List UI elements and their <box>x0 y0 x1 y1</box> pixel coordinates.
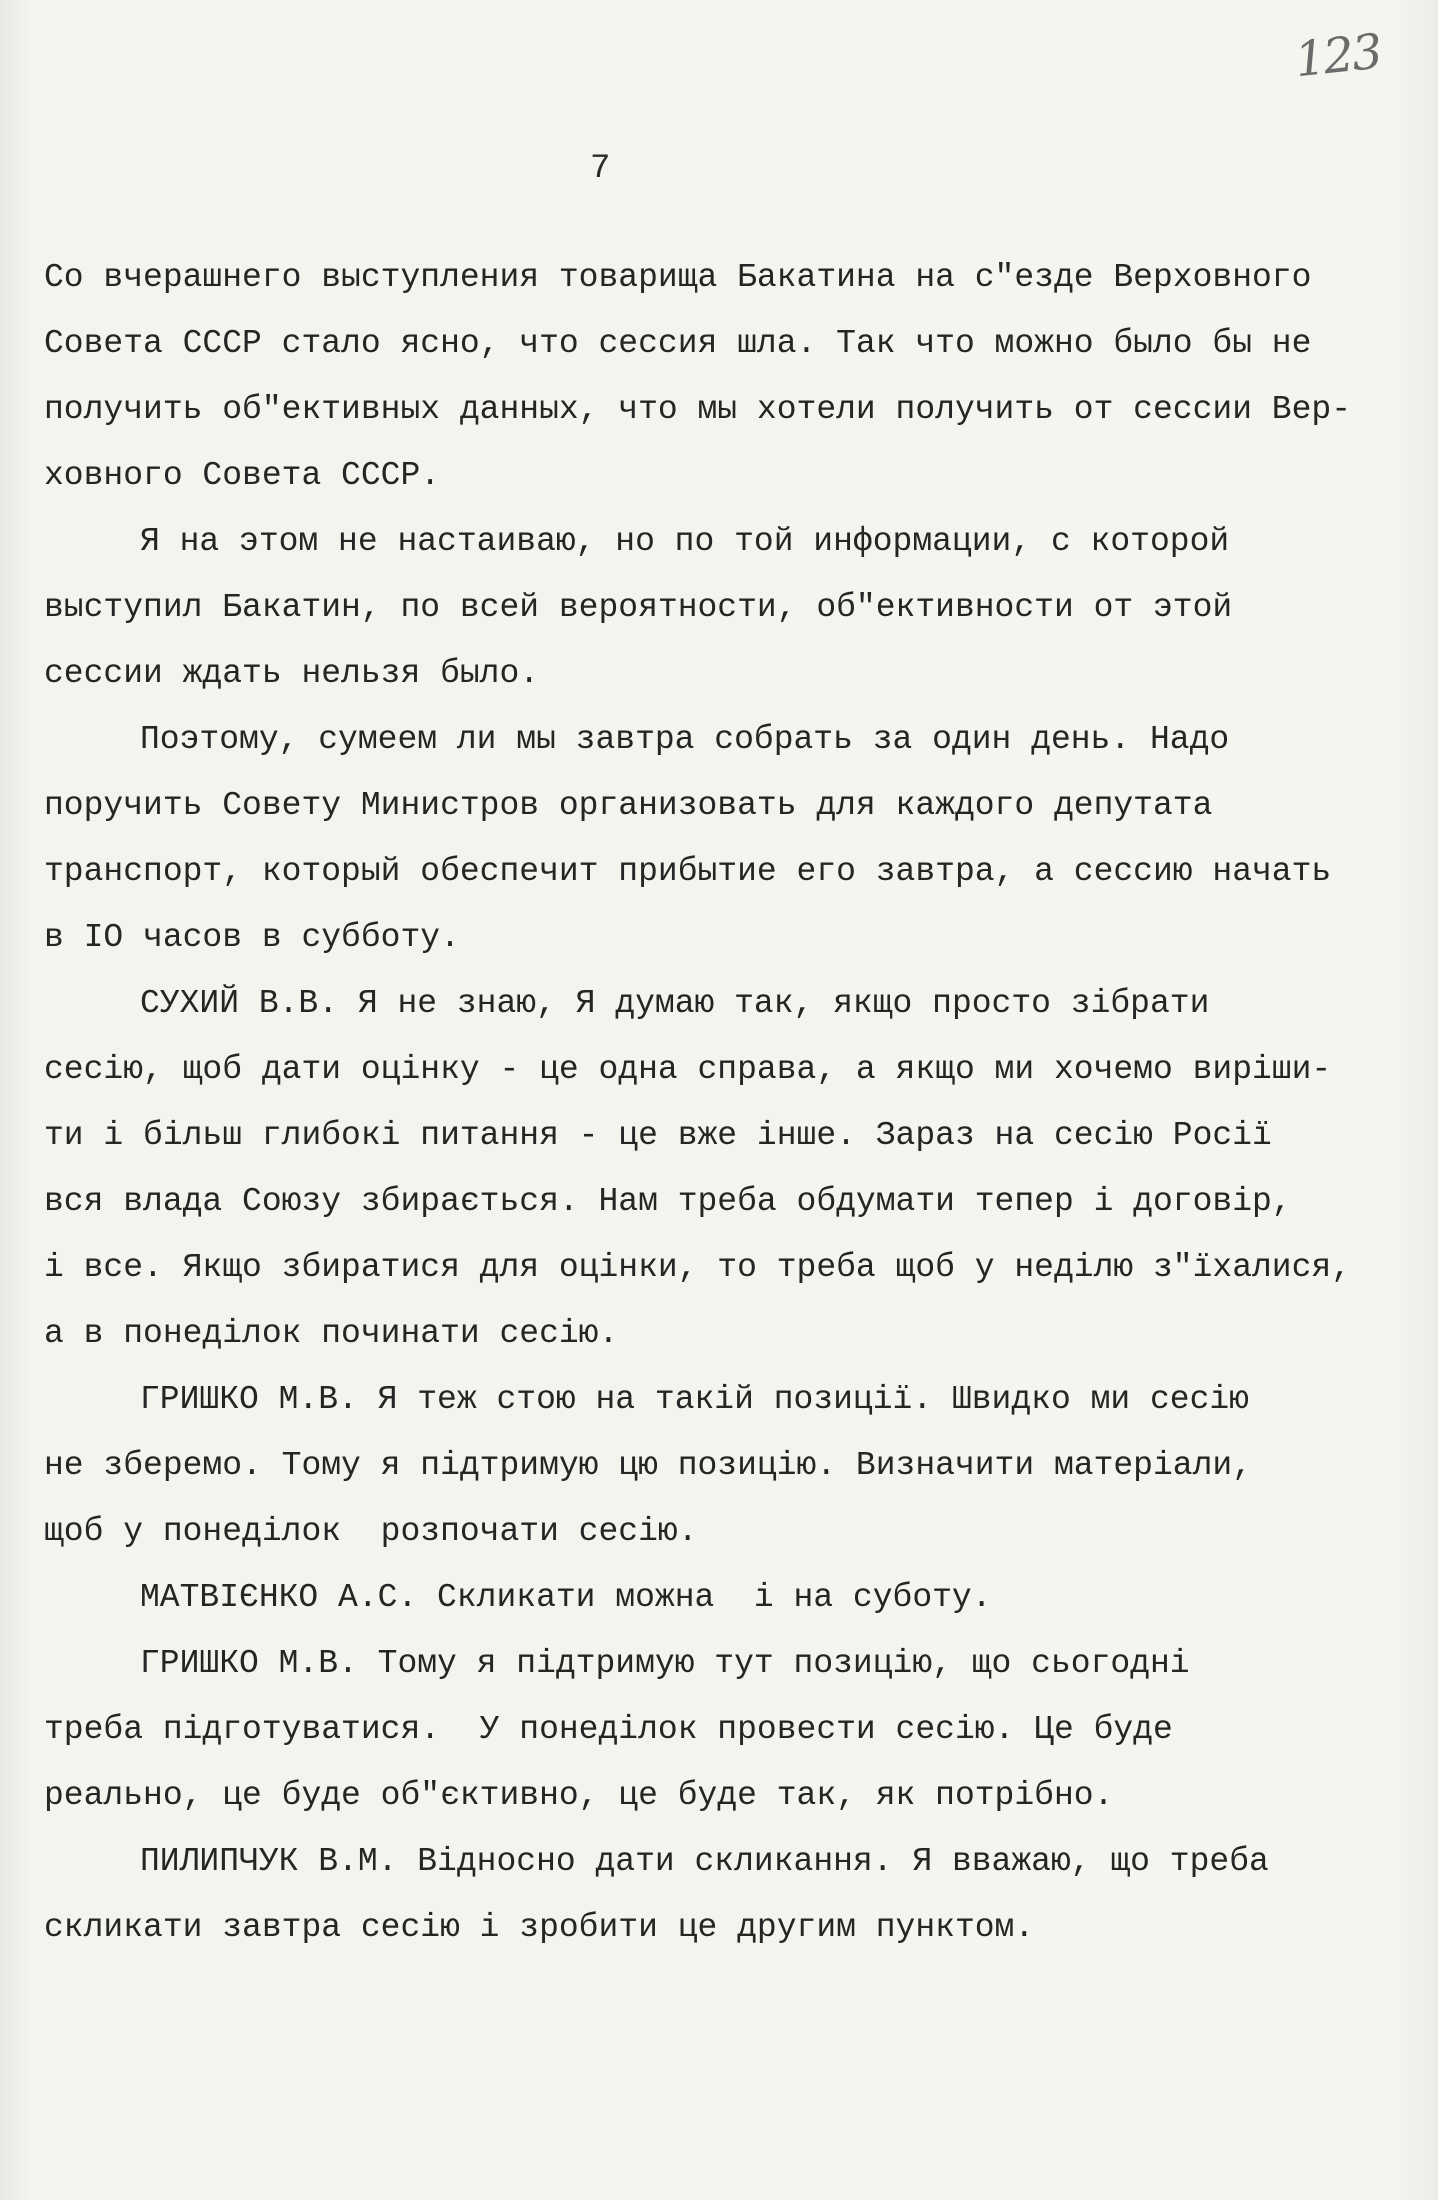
line-text: сессии ждать нельзя было. <box>44 655 540 692</box>
line-text: ховного Совета СССР. <box>44 457 441 494</box>
paragraph <box>44 1631 1404 1829</box>
paragraph <box>44 1829 1404 1961</box>
speaker-name: МАТВІЄНКО А.С. <box>140 1579 418 1616</box>
line-text: Я не знаю, Я думаю так, якщо просто зібрати <box>338 985 1210 1022</box>
text-line <box>44 839 1404 905</box>
text-line <box>44 905 1404 971</box>
text-line <box>44 641 1404 707</box>
text-line <box>44 1103 1404 1169</box>
line-text: Скликати можна і на суботу. <box>417 1579 992 1616</box>
line-text: Тому я підтримую тут позицію, що сьогодні <box>357 1645 1190 1682</box>
speaker-name: ГРИШКО М.В. <box>140 1381 358 1418</box>
paragraph <box>44 1367 1404 1565</box>
line-text: в IO часов в субботу. <box>44 919 460 956</box>
paragraph <box>44 707 1404 971</box>
document-body <box>44 245 1404 1961</box>
line-text: скликати завтра сесію і зробити це другим пунктом. <box>44 1909 1035 1946</box>
text-line <box>44 1169 1404 1235</box>
text-line <box>44 245 1404 311</box>
text-line <box>44 1037 1404 1103</box>
line-text: ти і більш глибокі питання - це вже інше. Зараз на сесію Росії <box>44 1117 1272 1154</box>
line-text: Відносно дати скликання. Я вважаю, що треба <box>397 1843 1269 1880</box>
line-text: Совета СССР стало ясно, что сессия шла. Так что можно было бы не <box>44 325 1312 362</box>
archive-folio-number: 123 <box>1292 23 1384 89</box>
line-text: і все. Якщо збиратися для оцінки, то треба щоб у неділю з"їхалися, <box>44 1249 1352 1286</box>
line-text: реально, це буде об"єктивно, це буде так, як потрібно. <box>44 1777 1114 1814</box>
paragraph <box>44 971 1404 1367</box>
text-line <box>44 1763 1404 1829</box>
text-line <box>44 971 1404 1037</box>
paragraph <box>44 245 1404 509</box>
line-text: получить об"ективных данных, что мы хотели получить от сессии Вер- <box>44 391 1352 428</box>
text-line <box>44 1697 1404 1763</box>
text-line <box>44 377 1404 443</box>
text-line <box>44 1565 1404 1631</box>
text-line <box>44 1895 1404 1961</box>
text-line <box>44 1433 1404 1499</box>
paragraph <box>44 509 1404 707</box>
text-line <box>44 1301 1404 1367</box>
line-text: Со вчерашнего выступления товарища Бакатина на с"езде Верховного <box>44 259 1312 296</box>
line-text: поручить Совету Министров организовать для каждого депутата <box>44 787 1213 824</box>
text-line <box>44 509 1404 575</box>
text-line <box>44 443 1404 509</box>
line-text: Поэтому, сумеем ли мы завтра собрать за один день. Надо <box>140 721 1230 758</box>
page-number: 7 <box>590 150 611 188</box>
line-text: выступил Бакатин, по всей вероятности, об"ективности от этой <box>44 589 1233 626</box>
line-text: Я теж стою на такій позиції. Швидко ми сесію <box>357 1381 1249 1418</box>
line-text: сесію, щоб дати оцінку - це одна справа, а якщо ми хочемо виріши- <box>44 1051 1332 1088</box>
line-text: Я на этом не настаиваю, но по той информации, с которой <box>140 523 1230 560</box>
line-text: щоб у понеділок розпочати сесію. <box>44 1513 698 1550</box>
text-line <box>44 1829 1404 1895</box>
line-text: а в понеділок починати сесію. <box>44 1315 619 1352</box>
text-line <box>44 707 1404 773</box>
text-line <box>44 1235 1404 1301</box>
line-text: треба підготуватися. У понеділок провести сесію. Це буде <box>44 1711 1173 1748</box>
text-line <box>44 311 1404 377</box>
text-line <box>44 1631 1404 1697</box>
speaker-name: ГРИШКО М.В. <box>140 1645 358 1682</box>
line-text: не зберемо. Тому я підтримую цю позицію. Визначити матеріали, <box>44 1447 1252 1484</box>
text-line <box>44 575 1404 641</box>
text-line <box>44 773 1404 839</box>
speaker-name: ПИЛИПЧУК В.М. <box>140 1843 398 1880</box>
speaker-name: СУХИЙ В.В. <box>140 985 339 1022</box>
paragraph <box>44 1565 1404 1631</box>
text-line <box>44 1499 1404 1565</box>
line-text: вся влада Союзу збирається. Нам треба обдумати тепер і договір, <box>44 1183 1292 1220</box>
text-line <box>44 1367 1404 1433</box>
line-text: транспорт, который обеспечит прибытие его завтра, а сессию начать <box>44 853 1332 890</box>
